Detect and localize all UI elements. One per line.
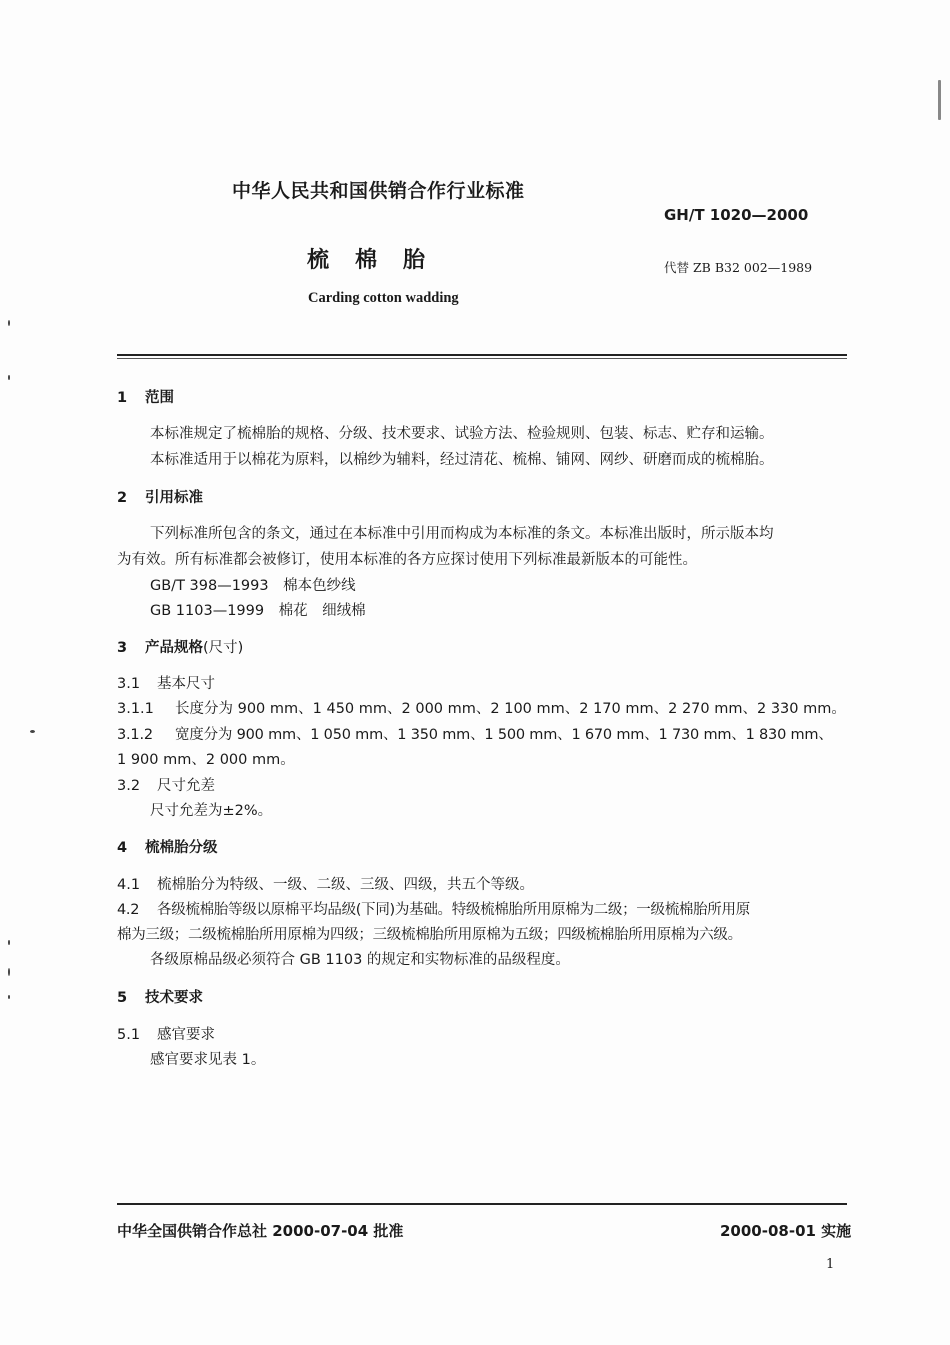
- section-3-2-heading: [117, 774, 215, 795]
- scan-speck: [8, 940, 10, 945]
- approval-line: 中华全国供销合作总社 2000-07-04 批准: [117, 1222, 404, 1240]
- section-2-heading: [117, 486, 203, 507]
- section-4-2: [117, 898, 750, 919]
- section-2-paragraph-line-2: 为有效。所有标准都会被修订，使用本标准的各方应探讨使用下列标准最新版本的可能性。: [117, 552, 697, 568]
- section-4-1-text: 梳棉胎分为特级、一级、二级、三级、四级，共五个等级。: [157, 877, 534, 893]
- replaces-standard: 代替 ZB B32 002—1989: [664, 260, 813, 275]
- section-4-2-line-1: 各级梳棉胎等级以原棉平均品级(下同)为基础。特级梳棉胎所用原棉为二级；一级梳棉胎所用原: [157, 902, 750, 918]
- section-3-2-title: 尺寸允差: [157, 778, 215, 794]
- section-1-title: 范围: [145, 390, 174, 406]
- section-3-1-2-number: 3.1.2: [117, 727, 153, 743]
- standard-code: GH/T 1020—2000: [664, 206, 809, 224]
- section-3-1-number: 3.1: [117, 676, 141, 692]
- section-3-1-1-number: 3.1.1: [117, 701, 154, 717]
- section-4-1: [117, 873, 534, 894]
- section-5-heading: [117, 986, 203, 1007]
- section-2-title: 引用标准: [145, 490, 203, 506]
- section-3-1-2-line-2: 1 900 mm、2 000 mm。: [117, 752, 295, 768]
- section-4-number: 4: [117, 840, 128, 856]
- scan-speck: [30, 730, 35, 733]
- header-divider: [117, 354, 847, 356]
- scan-speck: [8, 968, 10, 976]
- section-3-title-suffix: (尺寸): [203, 640, 244, 656]
- section-1-number: 1: [117, 390, 128, 406]
- header-divider-thin: [117, 358, 847, 359]
- scan-speck: [8, 995, 10, 999]
- section-5-1-number: 5.1: [117, 1027, 141, 1043]
- section-4-1-number: 4.1: [117, 877, 141, 893]
- scan-edge-mark: [938, 80, 941, 120]
- section-3-number: 3: [117, 640, 128, 656]
- section-3-1-2-line-1: 宽度分为 900 mm、1 050 mm、1 350 mm、1 500 mm、1 670 mm、1 730 mm、1 830 mm、: [175, 727, 833, 743]
- section-5-number: 5: [117, 990, 128, 1006]
- section-1-heading: [117, 386, 174, 407]
- section-3-1-1: [117, 697, 846, 718]
- section-2-paragraph-line-1: 下列标准所包含的条文，通过在本标准中引用而构成为本标准的条文。本标准出版时，所示版本均: [150, 526, 774, 542]
- section-3-2-text: 尺寸允差为±2%。: [150, 803, 273, 819]
- section-3-2-number: 3.2: [117, 778, 141, 794]
- section-5-1-heading: [117, 1023, 215, 1044]
- section-4-2-number: 4.2: [117, 902, 140, 918]
- english-title: Carding cotton wadding: [308, 290, 459, 306]
- section-1-paragraph-1: 本标准规定了梳棉胎的规格、分级、技术要求、试验方法、检验规则、包装、标志、贮存和运输。: [150, 426, 774, 442]
- section-4-2-line-2: 棉为三级；二级梳棉胎所用原棉为四级；三级梳棉胎所用原棉为五级；四级梳棉胎所用原棉为六级。: [117, 927, 742, 943]
- document-title: 梳棉胎: [307, 248, 452, 273]
- section-4-heading: [117, 836, 218, 857]
- section-3-heading: [117, 636, 243, 657]
- scan-speck: [8, 375, 10, 380]
- reference-gb-1103: GB 1103—1999 棉花 细绒棉: [150, 603, 366, 619]
- section-2-number: 2: [117, 490, 128, 506]
- section-3-1-2: [117, 723, 833, 744]
- section-3-1-title: 基本尺寸: [157, 676, 215, 692]
- section-4-2-line-3: 各级原棉品级必须符合 GB 1103 的规定和实物标准的品级程度。: [150, 952, 570, 968]
- issuing-organization: 中华人民共和国供销合作行业标准: [232, 180, 525, 202]
- scan-speck: [8, 320, 10, 326]
- footer-divider: [117, 1203, 847, 1205]
- section-3-1-1-text: 长度分为 900 mm、1 450 mm、2 000 mm、2 100 mm、2 170 mm、2 270 mm、2 330 mm。: [175, 701, 846, 717]
- page-number: 1: [826, 1257, 835, 1272]
- effective-date-line: 2000-08-01 实施: [720, 1222, 852, 1240]
- section-3-title: 产品规格: [145, 640, 203, 656]
- section-5-1-text: 感官要求见表 1。: [150, 1052, 266, 1068]
- section-5-title: 技术要求: [145, 990, 203, 1006]
- section-5-1-title: 感官要求: [157, 1027, 215, 1043]
- section-3-1-heading: [117, 672, 215, 693]
- section-1-paragraph-2: 本标准适用于以棉花为原料，以棉纱为辅料，经过清花、梳棉、铺网、网纱、研磨而成的梳棉胎。: [150, 452, 774, 468]
- reference-gbt-398: GB/T 398—1993 棉本色纱线: [150, 578, 356, 594]
- section-4-title: 梳棉胎分级: [145, 840, 218, 856]
